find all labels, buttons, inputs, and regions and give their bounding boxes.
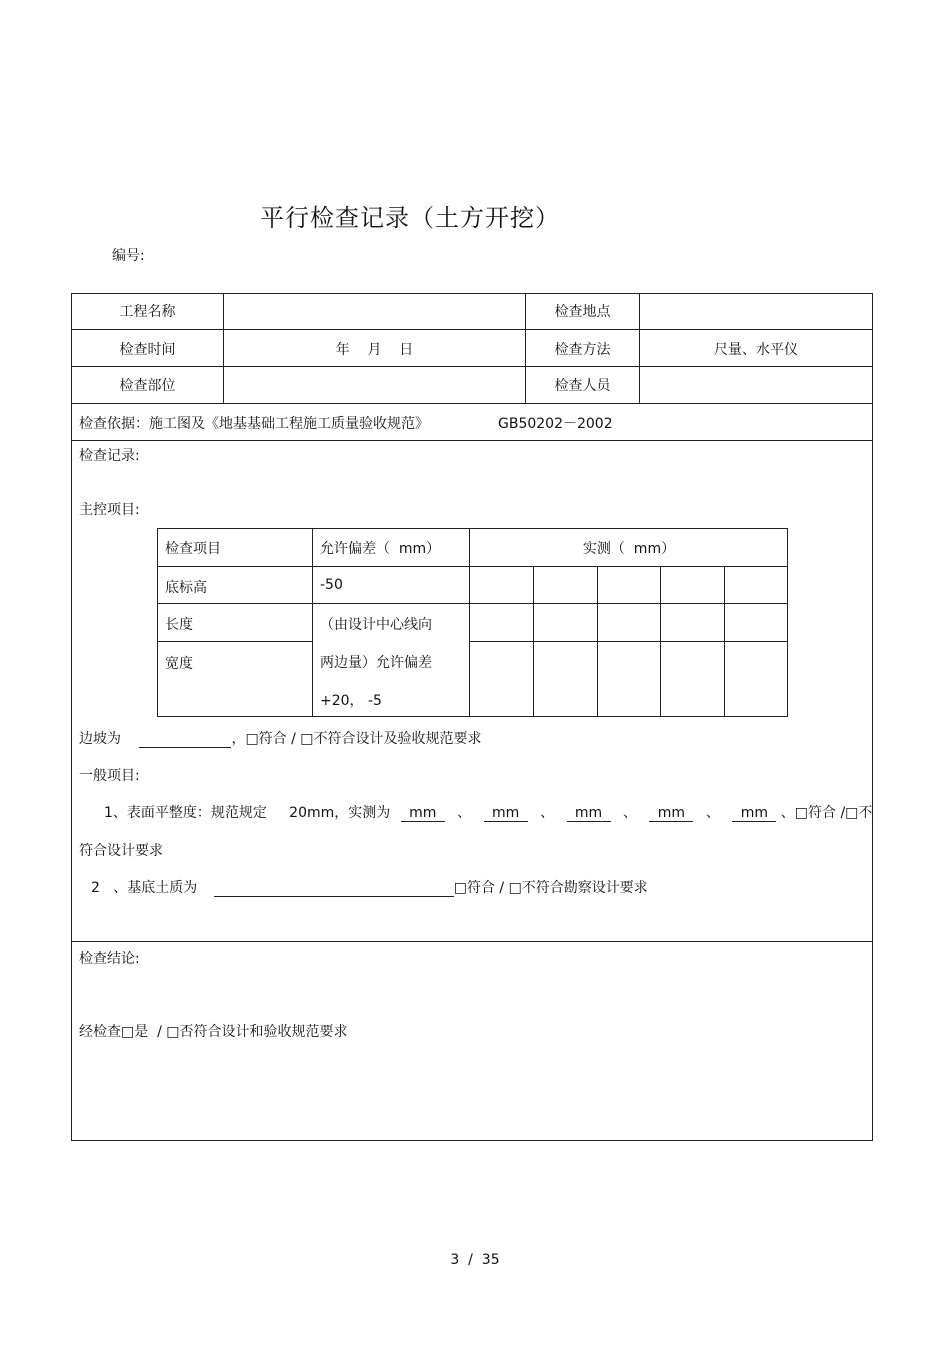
table-row-tolerance: -50 bbox=[320, 577, 343, 593]
inspector-label: 检查人员 bbox=[554, 378, 611, 394]
record-label: 检查记录: bbox=[79, 448, 140, 464]
standard-code: GB50202－2002 bbox=[498, 416, 613, 432]
soil-compliance: □符合 / □不符合勘察设计要求 bbox=[453, 880, 648, 896]
flatness-label: 1、表面平整度：规范规定 20mm，实测为 bbox=[104, 805, 391, 821]
table-row-tolerance: 两边量）允许偏差 bbox=[320, 655, 432, 671]
soil-line bbox=[91, 877, 648, 897]
slope-compliance: ，□符合 / □不符合设计及验收规范要求 bbox=[231, 731, 482, 747]
flatness-compliance: 、□符合 /□不 bbox=[780, 805, 873, 821]
conclusion-label: 检查结论: bbox=[79, 951, 140, 967]
measurement-field[interactable]: mm bbox=[567, 805, 611, 822]
document-title: 平行检查记录（土方开挖） bbox=[260, 204, 560, 232]
slope-input[interactable] bbox=[139, 731, 231, 748]
table-header-item: 检查项目 bbox=[165, 541, 221, 557]
inspect-part-field[interactable] bbox=[226, 369, 524, 401]
measurement-field[interactable]: mm bbox=[401, 805, 445, 822]
measurement-field[interactable]: mm bbox=[732, 805, 776, 822]
project-name-field[interactable] bbox=[226, 296, 524, 328]
tolerance-value: +20， -5 bbox=[320, 693, 382, 709]
slope-line bbox=[79, 728, 482, 748]
inspect-location-label: 检查地点 bbox=[554, 304, 611, 320]
inspect-part-label: 检查部位 bbox=[119, 378, 176, 394]
project-name-label: 工程名称 bbox=[119, 304, 176, 320]
general-items-label: 一般项目: bbox=[79, 768, 140, 784]
table-row-item: 底标高 bbox=[165, 580, 207, 596]
flatness-line: 1、表面平整度：规范规定 20mm，实测为 mm 、 mm 、 mm 、 mm 、 mm 、□符合 /□不 bbox=[104, 805, 873, 821]
inspector-field[interactable] bbox=[642, 369, 870, 401]
table-header-measured: 实测（ mm） bbox=[582, 541, 676, 557]
inspect-method-value: 尺量、水平仪 bbox=[714, 342, 798, 358]
inspect-location-field[interactable] bbox=[642, 296, 870, 328]
inspect-time-label: 检查时间 bbox=[119, 342, 176, 358]
page-number: 3 / 35 bbox=[450, 1252, 500, 1268]
slope-label: 边坡为 bbox=[79, 731, 121, 747]
measurement-field[interactable]: mm bbox=[484, 805, 528, 822]
measurement-field[interactable]: mm bbox=[649, 805, 693, 822]
soil-input[interactable] bbox=[214, 880, 454, 897]
conclusion-text: 经检查□是 / □否符合设计和验收规范要求 bbox=[79, 1024, 348, 1040]
inspect-method-label: 检查方法 bbox=[554, 342, 611, 358]
inspection-basis: 检查依据：施工图及《地基基础工程施工质量验收规范》 bbox=[79, 416, 429, 432]
table-header-tolerance: 允许偏差（ mm） bbox=[320, 541, 441, 557]
table-row-item: 长度 bbox=[165, 617, 193, 633]
main-items-label: 主控项目: bbox=[79, 502, 140, 518]
table-row-item: 宽度 bbox=[165, 656, 193, 672]
flatness-continuation: 符合设计要求 bbox=[79, 843, 163, 859]
inspect-time-value[interactable]: 年 月 日 bbox=[335, 342, 414, 358]
soil-label: 2 、基底土质为 bbox=[91, 880, 198, 896]
table-row-tolerance: （由设计中心线向 bbox=[320, 617, 432, 633]
serial-number-label: 编号: bbox=[112, 248, 145, 264]
